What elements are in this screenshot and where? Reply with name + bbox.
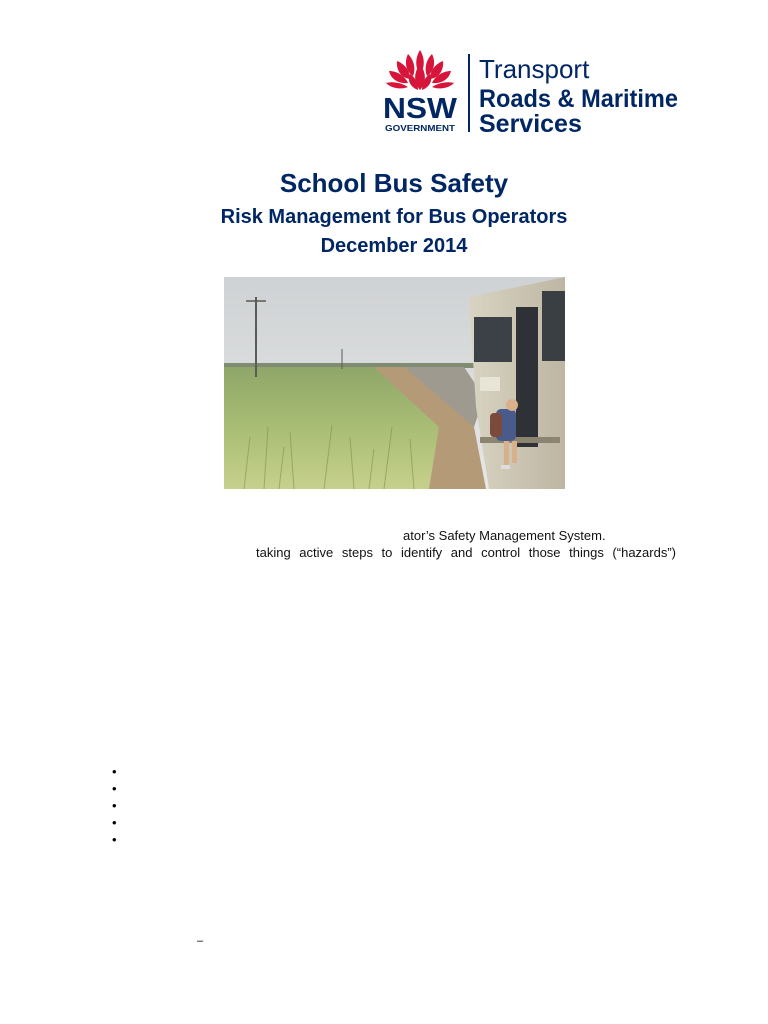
body-text-fragment-2: taking active steps to identify and control those things (“hazards”) <box>256 545 676 560</box>
logo-services-text: Services <box>479 110 582 138</box>
document-subtitle: Risk Management for Bus Operators <box>220 206 568 228</box>
logo-nsw-text: NSW <box>383 93 458 125</box>
bullet-marker: • <box>112 815 117 830</box>
dash-mark: – <box>197 935 204 947</box>
bullet-marker: • <box>112 832 117 847</box>
body-text-fragment-1: ator’s Safety Management System. <box>403 528 606 543</box>
logo-divider <box>468 54 470 132</box>
nsw-rms-logo <box>380 46 690 138</box>
logo-roads-maritime-text: Roads & Maritime <box>479 85 679 113</box>
logo-transport-text: Transport <box>479 54 590 84</box>
document-date: December 2014 <box>320 235 468 257</box>
waratah-icon <box>386 50 454 90</box>
logo-government-text: GOVERNMENT <box>385 123 456 133</box>
school-bus-photo <box>224 277 565 489</box>
bullet-marker: • <box>112 798 117 813</box>
bullet-marker: • <box>112 781 117 796</box>
bullet-marker: • <box>112 764 117 779</box>
document-title: School Bus Safety <box>279 168 509 198</box>
